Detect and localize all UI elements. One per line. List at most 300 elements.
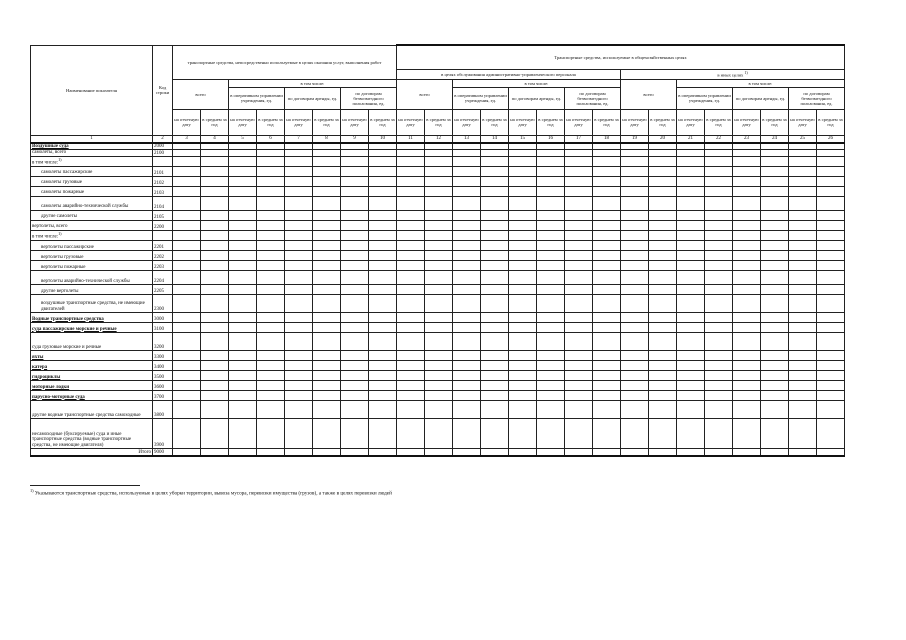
value-cell[interactable] [565, 196, 593, 210]
value-cell[interactable] [705, 230, 733, 240]
value-cell[interactable] [509, 390, 537, 400]
value-cell[interactable] [425, 350, 453, 360]
value-cell[interactable] [649, 220, 677, 230]
value-cell[interactable] [425, 400, 453, 418]
value-cell[interactable] [425, 250, 453, 260]
value-cell[interactable] [285, 210, 313, 220]
value-cell[interactable] [173, 210, 201, 220]
value-cell[interactable] [257, 312, 285, 322]
value-cell[interactable] [621, 186, 649, 196]
value-cell[interactable] [257, 250, 285, 260]
value-cell[interactable] [761, 380, 789, 390]
value-cell[interactable] [453, 270, 481, 284]
value-cell[interactable] [509, 240, 537, 250]
value-cell[interactable] [313, 284, 341, 294]
value-cell[interactable] [425, 294, 453, 312]
value-cell[interactable] [649, 143, 677, 150]
value-cell[interactable] [761, 270, 789, 284]
value-cell[interactable] [397, 240, 425, 250]
value-cell[interactable] [509, 360, 537, 370]
value-cell[interactable] [397, 380, 425, 390]
value-cell[interactable] [481, 312, 509, 322]
value-cell[interactable] [453, 400, 481, 418]
value-cell[interactable] [621, 240, 649, 250]
value-cell[interactable] [257, 186, 285, 196]
value-cell[interactable] [621, 390, 649, 400]
total-value-cell[interactable] [733, 448, 761, 456]
value-cell[interactable] [677, 176, 705, 186]
value-cell[interactable] [733, 312, 761, 322]
value-cell[interactable] [761, 332, 789, 350]
value-cell[interactable] [173, 284, 201, 294]
value-cell[interactable] [453, 380, 481, 390]
value-cell[interactable] [285, 312, 313, 322]
total-value-cell[interactable] [397, 448, 425, 456]
value-cell[interactable] [649, 166, 677, 176]
value-cell[interactable] [229, 210, 257, 220]
value-cell[interactable] [817, 390, 845, 400]
value-cell[interactable] [649, 240, 677, 250]
value-cell[interactable] [481, 166, 509, 176]
value-cell[interactable] [621, 350, 649, 360]
value-cell[interactable] [565, 294, 593, 312]
value-cell[interactable] [313, 418, 341, 448]
value-cell[interactable] [565, 400, 593, 418]
value-cell[interactable] [341, 370, 369, 380]
value-cell[interactable] [537, 176, 565, 186]
value-cell[interactable] [509, 284, 537, 294]
value-cell[interactable] [257, 176, 285, 186]
value-cell[interactable] [453, 260, 481, 270]
value-cell[interactable] [425, 166, 453, 176]
value-cell[interactable] [453, 418, 481, 448]
value-cell[interactable] [201, 380, 229, 390]
value-cell[interactable] [761, 156, 789, 166]
value-cell[interactable] [201, 294, 229, 312]
value-cell[interactable] [509, 400, 537, 418]
value-cell[interactable] [509, 186, 537, 196]
total-value-cell[interactable] [313, 448, 341, 456]
value-cell[interactable] [509, 210, 537, 220]
value-cell[interactable] [453, 390, 481, 400]
value-cell[interactable] [341, 250, 369, 260]
value-cell[interactable] [621, 250, 649, 260]
value-cell[interactable] [649, 332, 677, 350]
value-cell[interactable] [621, 284, 649, 294]
value-cell[interactable] [313, 176, 341, 186]
value-cell[interactable] [565, 322, 593, 332]
value-cell[interactable] [425, 360, 453, 370]
value-cell[interactable] [789, 196, 817, 210]
value-cell[interactable] [817, 418, 845, 448]
value-cell[interactable] [425, 284, 453, 294]
value-cell[interactable] [761, 294, 789, 312]
value-cell[interactable] [313, 270, 341, 284]
value-cell[interactable] [397, 312, 425, 322]
value-cell[interactable] [705, 210, 733, 220]
value-cell[interactable] [705, 332, 733, 350]
value-cell[interactable] [817, 284, 845, 294]
value-cell[interactable] [649, 418, 677, 448]
value-cell[interactable] [565, 210, 593, 220]
value-cell[interactable] [481, 294, 509, 312]
value-cell[interactable] [705, 143, 733, 150]
value-cell[interactable] [705, 270, 733, 284]
value-cell[interactable] [481, 156, 509, 166]
value-cell[interactable] [593, 400, 621, 418]
value-cell[interactable] [341, 312, 369, 322]
value-cell[interactable] [677, 418, 705, 448]
value-cell[interactable] [229, 400, 257, 418]
value-cell[interactable] [565, 156, 593, 166]
value-cell[interactable] [677, 380, 705, 390]
value-cell[interactable] [565, 312, 593, 322]
value-cell[interactable] [285, 230, 313, 240]
value-cell[interactable] [397, 294, 425, 312]
value-cell[interactable] [789, 166, 817, 176]
value-cell[interactable] [341, 166, 369, 176]
value-cell[interactable] [677, 240, 705, 250]
value-cell[interactable] [453, 294, 481, 312]
value-cell[interactable] [565, 250, 593, 260]
value-cell[interactable] [173, 250, 201, 260]
value-cell[interactable] [509, 220, 537, 230]
value-cell[interactable] [285, 294, 313, 312]
value-cell[interactable] [817, 294, 845, 312]
value-cell[interactable] [341, 270, 369, 284]
value-cell[interactable] [481, 260, 509, 270]
value-cell[interactable] [397, 230, 425, 240]
value-cell[interactable] [789, 250, 817, 260]
value-cell[interactable] [705, 220, 733, 230]
value-cell[interactable] [621, 370, 649, 380]
value-cell[interactable] [733, 332, 761, 350]
total-value-cell[interactable] [369, 448, 397, 456]
total-value-cell[interactable] [705, 448, 733, 456]
value-cell[interactable] [593, 210, 621, 220]
value-cell[interactable] [425, 390, 453, 400]
value-cell[interactable] [257, 332, 285, 350]
value-cell[interactable] [481, 143, 509, 150]
value-cell[interactable] [201, 260, 229, 270]
value-cell[interactable] [201, 166, 229, 176]
value-cell[interactable] [593, 240, 621, 250]
value-cell[interactable] [285, 250, 313, 260]
total-value-cell[interactable] [677, 448, 705, 456]
value-cell[interactable] [705, 240, 733, 250]
value-cell[interactable] [369, 418, 397, 448]
value-cell[interactable] [789, 390, 817, 400]
value-cell[interactable] [565, 332, 593, 350]
value-cell[interactable] [733, 166, 761, 176]
value-cell[interactable] [733, 350, 761, 360]
value-cell[interactable] [593, 143, 621, 150]
value-cell[interactable] [397, 250, 425, 260]
value-cell[interactable] [649, 270, 677, 284]
value-cell[interactable] [369, 270, 397, 284]
value-cell[interactable] [649, 260, 677, 270]
value-cell[interactable] [425, 176, 453, 186]
value-cell[interactable] [817, 220, 845, 230]
value-cell[interactable] [285, 260, 313, 270]
value-cell[interactable] [789, 143, 817, 150]
value-cell[interactable] [565, 380, 593, 390]
value-cell[interactable] [229, 360, 257, 370]
value-cell[interactable] [705, 166, 733, 176]
value-cell[interactable] [677, 350, 705, 360]
value-cell[interactable] [369, 390, 397, 400]
value-cell[interactable] [229, 322, 257, 332]
value-cell[interactable] [677, 220, 705, 230]
value-cell[interactable] [817, 332, 845, 350]
value-cell[interactable] [789, 418, 817, 448]
value-cell[interactable] [593, 196, 621, 210]
value-cell[interactable] [677, 284, 705, 294]
total-value-cell[interactable] [621, 448, 649, 456]
value-cell[interactable] [341, 196, 369, 210]
value-cell[interactable] [341, 186, 369, 196]
value-cell[interactable] [285, 418, 313, 448]
value-cell[interactable] [201, 370, 229, 380]
value-cell[interactable] [173, 380, 201, 390]
value-cell[interactable] [509, 166, 537, 176]
value-cell[interactable] [789, 400, 817, 418]
value-cell[interactable] [341, 284, 369, 294]
value-cell[interactable] [257, 210, 285, 220]
value-cell[interactable] [229, 380, 257, 390]
value-cell[interactable] [509, 370, 537, 380]
value-cell[interactable] [733, 294, 761, 312]
value-cell[interactable] [397, 350, 425, 360]
value-cell[interactable] [173, 230, 201, 240]
value-cell[interactable] [257, 350, 285, 360]
value-cell[interactable] [257, 370, 285, 380]
value-cell[interactable] [481, 350, 509, 360]
value-cell[interactable] [621, 312, 649, 322]
value-cell[interactable] [537, 156, 565, 166]
value-cell[interactable] [537, 332, 565, 350]
value-cell[interactable] [173, 220, 201, 230]
value-cell[interactable] [677, 370, 705, 380]
value-cell[interactable] [201, 390, 229, 400]
value-cell[interactable] [509, 260, 537, 270]
value-cell[interactable] [761, 360, 789, 370]
value-cell[interactable] [593, 270, 621, 284]
value-cell[interactable] [649, 196, 677, 210]
total-value-cell[interactable] [285, 448, 313, 456]
value-cell[interactable] [313, 156, 341, 166]
value-cell[interactable] [397, 370, 425, 380]
value-cell[interactable] [817, 186, 845, 196]
value-cell[interactable] [789, 186, 817, 196]
value-cell[interactable] [425, 370, 453, 380]
value-cell[interactable] [453, 220, 481, 230]
value-cell[interactable] [593, 390, 621, 400]
value-cell[interactable] [369, 143, 397, 150]
value-cell[interactable] [733, 380, 761, 390]
value-cell[interactable] [705, 350, 733, 360]
value-cell[interactable] [593, 284, 621, 294]
value-cell[interactable] [761, 230, 789, 240]
value-cell[interactable] [649, 380, 677, 390]
value-cell[interactable] [565, 390, 593, 400]
value-cell[interactable] [789, 220, 817, 230]
value-cell[interactable] [453, 350, 481, 360]
value-cell[interactable] [481, 210, 509, 220]
value-cell[interactable] [369, 260, 397, 270]
value-cell[interactable] [593, 322, 621, 332]
value-cell[interactable] [173, 270, 201, 284]
value-cell[interactable] [565, 166, 593, 176]
value-cell[interactable] [817, 312, 845, 322]
value-cell[interactable] [369, 156, 397, 166]
value-cell[interactable] [257, 260, 285, 270]
value-cell[interactable] [313, 166, 341, 176]
value-cell[interactable] [173, 240, 201, 250]
value-cell[interactable] [397, 418, 425, 448]
value-cell[interactable] [509, 156, 537, 166]
value-cell[interactable] [229, 332, 257, 350]
value-cell[interactable] [313, 220, 341, 230]
value-cell[interactable] [537, 186, 565, 196]
total-value-cell[interactable] [481, 448, 509, 456]
value-cell[interactable] [229, 240, 257, 250]
value-cell[interactable] [649, 186, 677, 196]
value-cell[interactable] [733, 284, 761, 294]
value-cell[interactable] [649, 210, 677, 220]
value-cell[interactable] [313, 143, 341, 150]
value-cell[interactable] [229, 166, 257, 176]
value-cell[interactable] [229, 294, 257, 312]
value-cell[interactable] [481, 230, 509, 240]
value-cell[interactable] [733, 390, 761, 400]
value-cell[interactable] [649, 370, 677, 380]
value-cell[interactable] [733, 400, 761, 418]
value-cell[interactable] [201, 270, 229, 284]
value-cell[interactable] [313, 312, 341, 322]
value-cell[interactable] [201, 418, 229, 448]
value-cell[interactable] [369, 196, 397, 210]
value-cell[interactable] [285, 390, 313, 400]
value-cell[interactable] [341, 380, 369, 390]
value-cell[interactable] [481, 390, 509, 400]
value-cell[interactable] [229, 186, 257, 196]
value-cell[interactable] [649, 390, 677, 400]
value-cell[interactable] [649, 350, 677, 360]
total-value-cell[interactable] [817, 448, 845, 456]
value-cell[interactable] [677, 156, 705, 166]
value-cell[interactable] [425, 240, 453, 250]
value-cell[interactable] [313, 360, 341, 370]
value-cell[interactable] [593, 250, 621, 260]
value-cell[interactable] [677, 186, 705, 196]
value-cell[interactable] [649, 284, 677, 294]
value-cell[interactable] [677, 166, 705, 176]
value-cell[interactable] [173, 186, 201, 196]
value-cell[interactable] [173, 176, 201, 186]
value-cell[interactable] [229, 250, 257, 260]
value-cell[interactable] [789, 210, 817, 220]
value-cell[interactable] [453, 322, 481, 332]
value-cell[interactable] [285, 240, 313, 250]
value-cell[interactable] [705, 370, 733, 380]
value-cell[interactable] [705, 284, 733, 294]
value-cell[interactable] [677, 143, 705, 150]
value-cell[interactable] [789, 156, 817, 166]
value-cell[interactable] [369, 176, 397, 186]
value-cell[interactable] [621, 400, 649, 418]
value-cell[interactable] [789, 350, 817, 360]
value-cell[interactable] [285, 380, 313, 390]
value-cell[interactable] [257, 143, 285, 150]
value-cell[interactable] [173, 196, 201, 210]
value-cell[interactable] [761, 196, 789, 210]
value-cell[interactable] [789, 360, 817, 370]
value-cell[interactable] [481, 186, 509, 196]
total-value-cell[interactable] [789, 448, 817, 456]
value-cell[interactable] [425, 270, 453, 284]
value-cell[interactable] [481, 360, 509, 370]
value-cell[interactable] [509, 312, 537, 322]
value-cell[interactable] [397, 260, 425, 270]
value-cell[interactable] [397, 360, 425, 370]
value-cell[interactable] [817, 380, 845, 390]
value-cell[interactable] [733, 370, 761, 380]
value-cell[interactable] [677, 312, 705, 322]
value-cell[interactable] [453, 312, 481, 322]
value-cell[interactable] [397, 270, 425, 284]
value-cell[interactable] [229, 284, 257, 294]
value-cell[interactable] [677, 210, 705, 220]
value-cell[interactable] [257, 240, 285, 250]
total-value-cell[interactable] [509, 448, 537, 456]
value-cell[interactable] [509, 332, 537, 350]
total-value-cell[interactable] [593, 448, 621, 456]
value-cell[interactable] [313, 370, 341, 380]
value-cell[interactable] [677, 360, 705, 370]
value-cell[interactable] [537, 240, 565, 250]
value-cell[interactable] [621, 360, 649, 370]
value-cell[interactable] [677, 390, 705, 400]
value-cell[interactable] [229, 176, 257, 186]
value-cell[interactable] [453, 166, 481, 176]
value-cell[interactable] [453, 143, 481, 150]
value-cell[interactable] [453, 196, 481, 210]
value-cell[interactable] [677, 322, 705, 332]
value-cell[interactable] [257, 284, 285, 294]
value-cell[interactable] [789, 380, 817, 390]
value-cell[interactable] [341, 260, 369, 270]
value-cell[interactable] [705, 294, 733, 312]
value-cell[interactable] [173, 260, 201, 270]
value-cell[interactable] [677, 196, 705, 210]
value-cell[interactable] [285, 186, 313, 196]
value-cell[interactable] [481, 400, 509, 418]
value-cell[interactable] [201, 284, 229, 294]
value-cell[interactable] [173, 322, 201, 332]
value-cell[interactable] [257, 166, 285, 176]
value-cell[interactable] [761, 418, 789, 448]
value-cell[interactable] [761, 284, 789, 294]
value-cell[interactable] [509, 270, 537, 284]
value-cell[interactable] [257, 390, 285, 400]
value-cell[interactable] [285, 322, 313, 332]
value-cell[interactable] [593, 176, 621, 186]
value-cell[interactable] [481, 370, 509, 380]
value-cell[interactable] [425, 156, 453, 166]
value-cell[interactable] [621, 332, 649, 350]
value-cell[interactable] [705, 390, 733, 400]
